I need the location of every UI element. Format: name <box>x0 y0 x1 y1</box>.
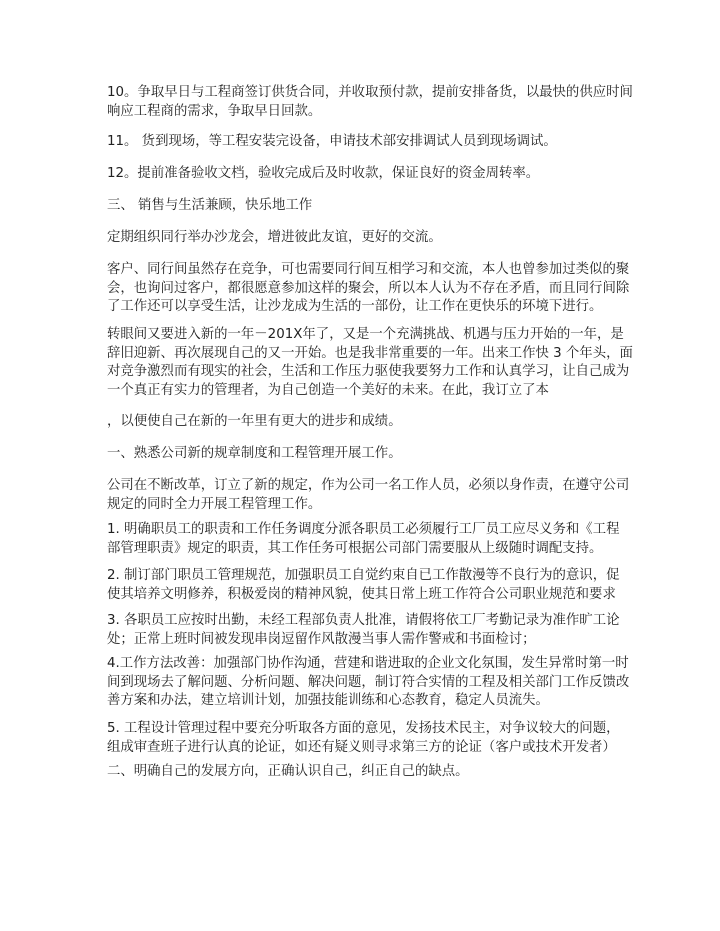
text-line: 1. 明确职员工的职责和工作任务调度分派各职员工必须履行工厂员工应尽义务和《工程 <box>107 522 620 537</box>
paragraph <box>107 413 613 432</box>
paragraph <box>107 612 620 649</box>
text-line: 规定的同时全力开展工程管理工作。 <box>107 496 322 512</box>
text-line: 部管理职责》规定的职责，其工作任务可根据公司部门需要服从上级随时调配支持。 <box>107 540 603 556</box>
paragraph <box>107 326 633 400</box>
paragraph <box>107 261 630 317</box>
text-line: 了工作还可以享受生活，让沙龙成为生活的一部份，让工作在更快乐的环境下进行。 <box>107 299 603 314</box>
paragraph <box>107 655 630 711</box>
text-line: 响应工程商的需求，争取早日回款。 <box>107 103 322 119</box>
text-line: 组成审查班子进行认真的论证，如还有疑义则寻求第三方的论证（客户或技术开发者） <box>107 739 616 755</box>
text-line: 12。提前准备验收文档，验收完成后及时收款，保证良好的资金周转率。 <box>107 166 540 181</box>
text-line: 3. 各职员工应按时出勤，未经工程部负责人批准，请假将依工厂考勤记录为准作旷工论 <box>107 613 620 628</box>
text-line: 10。争取早日与工程商签订供货合同，并收取预付款，提前安排备货，以最快的供应时间 <box>107 85 633 100</box>
paragraph <box>107 445 613 464</box>
paragraph <box>107 133 613 152</box>
text-line: 一个真正有实力的管理者，为自己创造一个美好的未来。在此，我订立了本 <box>107 382 549 398</box>
text-line: 处；正常上班时间被发现串岗逗留作风散漫当事人需作警戒和书面检讨； <box>107 631 536 647</box>
paragraph <box>107 84 633 121</box>
text-line: 公司在不断改革，订立了新的规定，作为公司一名工作人员，必须以身作责，在遵守公司 <box>107 478 630 493</box>
text-line: 善方案和办法，建立培训计划，加强技能训练和心态教育，稳定人员流失。 <box>107 693 549 708</box>
paragraph <box>107 763 613 782</box>
paragraph <box>107 521 620 558</box>
text-line: 2. 制订部门职员工管理规范，加强职员工自觉约束自已工作散漫等不良行为的意识，促 <box>107 568 620 583</box>
text-line: 使其培养文明修养，积极爱岗的精神风貌，使其日常上班工作符合公司职业规范和要求 <box>107 586 616 602</box>
text-line: 5. 工程设计管理过程中要充分听取各方面的意见，发扬技术民主，对争议较大的问题， <box>107 721 620 736</box>
text-line: 客户、同行间虽然存在竞争，可也需要同行间互相学习和交流，本人也曾参加过类似的聚 <box>107 262 630 277</box>
paragraph <box>107 197 613 216</box>
text-line: 一、熟悉公司新的规章制度和工程管理开展工作。 <box>107 446 402 461</box>
text-line: 4.工作方法改善：加强部门协作沟通，营建和谐进取的企业文化氛围，发生异常时第一时 <box>107 656 629 671</box>
text-line: 转眼间又要进入新的一年－201X年了，又是一个充满挑战、机遇与压力开始的一年，是 <box>107 327 624 342</box>
text-line: 辞旧迎新、再次展现自己的又一开始。也是我非常重要的一年。出来工作快 3 个年头，面 <box>107 345 633 361</box>
text-line: 三、 销售与生活兼顾，快乐地工作 <box>107 198 313 213</box>
paragraph <box>107 567 620 604</box>
text-line: 二、明确自己的发展方向，正确认识自己，纠正自己的缺点。 <box>107 764 469 779</box>
text-line: 间到现场去了解问题、分析问题、解决问题，制订符合实情的工程及相关部门工作反馈改 <box>107 674 630 690</box>
text-line: 会，也询问过客户，都很愿意参加这样的聚会，所以本人认为不存在矛盾，而且同行间除 <box>107 280 630 296</box>
paragraph <box>107 720 620 757</box>
paragraph <box>107 477 630 514</box>
text-line: 11。 货到现场，等工程安装完设备，申请技术部安排调试人员到现场调试。 <box>107 134 557 149</box>
text-line: 定期组织同行举办沙龙会，增进彼此友谊，更好的交流。 <box>107 230 442 245</box>
text-line: 对竞争激烈而有现实的社会，生活和工作压力驱使我要努力工作和认真学习，让自己成为 <box>107 364 630 379</box>
paragraph <box>107 229 613 248</box>
paragraph <box>107 165 613 184</box>
text-line: ，以便使自己在新的一年里有更大的进步和成绩。 <box>107 414 402 429</box>
